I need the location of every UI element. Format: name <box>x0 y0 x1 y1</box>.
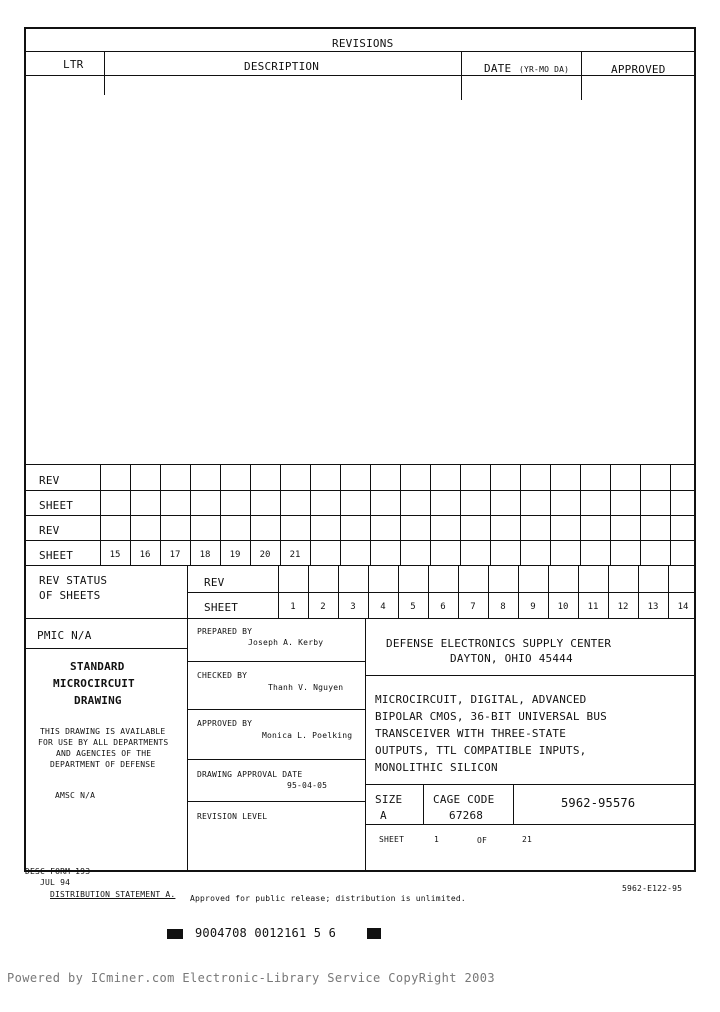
revision-level-label: REVISION LEVEL <box>197 812 268 821</box>
standard-line2: MICROCIRCUIT <box>53 677 135 690</box>
size-value: A <box>380 809 387 822</box>
rev-status-label-line2: OF SHEETS <box>39 589 101 602</box>
grid-label-rev-2: REV <box>39 524 60 537</box>
grid-label-sheet-2: SHEET <box>39 549 74 562</box>
col-description-header: DESCRIPTION <box>244 60 320 73</box>
lower-sheet-number: 14 <box>677 602 689 612</box>
lower-sheet-number: 6 <box>440 602 446 612</box>
checked-by-label: CHECKED BY <box>197 671 248 680</box>
upper-sheet-number: 20 <box>259 550 271 560</box>
grid-label-rev-1: REV <box>39 474 60 487</box>
col-date-header: DATE <box>484 62 512 75</box>
distribution-label: DISTRIBUTION STATEMENT A. <box>50 890 176 899</box>
pmic-label: PMIC N/A <box>37 629 92 642</box>
lower-sheet-number: 13 <box>647 602 659 612</box>
barcode-text: 9004708 0012161 5 6 <box>195 926 337 940</box>
rev-status-sheet-label: SHEET <box>204 601 239 614</box>
barcode-start-mark <box>167 929 183 939</box>
approval-date-label: DRAWING APPROVAL DATE <box>197 770 303 779</box>
rev-status-rev-label: REV <box>204 576 225 589</box>
rev-status-label-line1: REV STATUS <box>39 574 108 587</box>
title-line2: BIPOLAR CMOS, 36-BIT UNIVERSAL BUS <box>375 710 607 723</box>
col-approved-header: APPROVED <box>611 63 666 76</box>
doc-code: 5962-E122-95 <box>622 884 683 893</box>
col-ltr-header: LTR <box>63 58 84 71</box>
prepared-by-label: PREPARED BY <box>197 627 253 636</box>
checked-by-name: Thanh V. Nguyen <box>268 683 344 692</box>
lower-sheet-number: 5 <box>410 602 416 612</box>
approval-date-value: 95-04-05 <box>287 781 328 790</box>
approved-by-name: Monica L. Poelking <box>262 731 353 740</box>
barcode-end-mark <box>367 928 381 939</box>
lower-sheet-number: 8 <box>500 602 506 612</box>
standard-line3: DRAWING <box>74 694 122 707</box>
agency-line1: DEFENSE ELECTRONICS SUPPLY CENTER <box>386 637 612 650</box>
lower-sheet-number: 3 <box>350 602 356 612</box>
lower-sheet-number: 10 <box>557 602 569 612</box>
powered-by-footer: Powered by ICminer.com Electronic-Library Service CopyRight 2003 <box>7 971 495 985</box>
upper-sheet-number: 17 <box>169 550 181 560</box>
agency-line2: DAYTON, OHIO 45444 <box>450 652 573 665</box>
availability-line3: AND AGENCIES OF THE <box>56 749 152 758</box>
standard-line1: STANDARD <box>70 660 125 673</box>
title-line4: OUTPUTS, TTL COMPATIBLE INPUTS, <box>375 744 587 757</box>
prepared-by-name: Joseph A. Kerby <box>248 638 324 647</box>
sheet-value: 1 <box>434 835 440 844</box>
upper-sheet-number: 21 <box>289 550 301 560</box>
form-line1: DESC FORM 193 <box>25 867 91 876</box>
availability-line1: THIS DRAWING IS AVAILABLE <box>40 727 166 736</box>
approved-by-label: APPROVED BY <box>197 719 253 728</box>
of-value: 21 <box>522 835 533 844</box>
of-label: OF <box>477 836 488 845</box>
drawing-number: 5962-95576 <box>561 796 636 810</box>
availability-line4: DEPARTMENT OF DEFENSE <box>50 760 156 769</box>
grid-label-sheet-1: SHEET <box>39 499 74 512</box>
availability-line2: FOR USE BY ALL DEPARTMENTS <box>38 738 169 747</box>
lower-sheet-number: 2 <box>320 602 326 612</box>
lower-sheet-number: 1 <box>290 602 296 612</box>
lower-sheet-number: 9 <box>530 602 536 612</box>
cage-code-label: CAGE CODE <box>433 793 495 806</box>
col-date-format: (YR-MO DA) <box>519 65 570 74</box>
revisions-title: REVISIONS <box>332 37 394 50</box>
size-label: SIZE <box>375 793 403 806</box>
amsc-label: AMSC N/A <box>55 791 96 800</box>
lower-sheet-number: 11 <box>587 602 599 612</box>
title-line1: MICROCIRCUIT, DIGITAL, ADVANCED <box>375 693 587 706</box>
title-line3: TRANSCEIVER WITH THREE-STATE <box>375 727 567 740</box>
upper-sheet-number: 18 <box>199 550 211 560</box>
sheet-label: SHEET <box>379 835 405 844</box>
lower-sheet-number: 7 <box>470 602 476 612</box>
form-line2: JUL 94 <box>40 878 71 887</box>
distribution-text: Approved for public release; distribution is unlimited. <box>190 894 466 903</box>
upper-sheet-number: 19 <box>229 550 241 560</box>
upper-sheet-number: 15 <box>109 550 121 560</box>
lower-sheet-number: 4 <box>380 602 386 612</box>
upper-sheet-number: 16 <box>139 550 151 560</box>
cage-code-value: 67268 <box>449 809 484 822</box>
title-line5: MONOLITHIC SILICON <box>375 761 498 774</box>
lower-sheet-number: 12 <box>617 602 629 612</box>
